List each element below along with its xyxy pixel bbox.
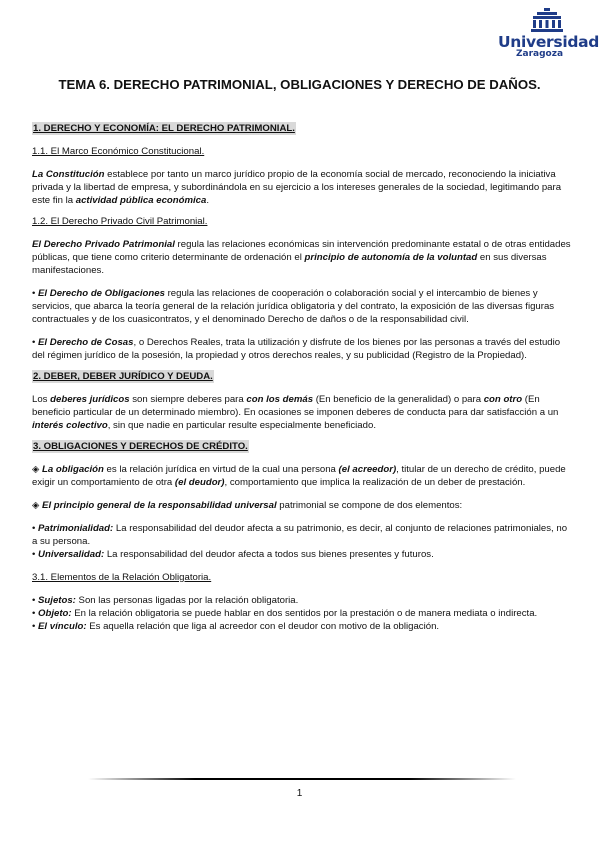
paragraph-obligaciones: • El Derecho de Obligaciones regula las relaciones de cooperación o colaboración social y el intercambio de bienes y servicios, que abarca la teoría general de la relación jurídica obligatoria y del contrato, la exposición de las diversas figuras contractuales y de los cuasicontratos, y el denominado Derecho de daños o de la responsabilidad civil.: [32, 288, 555, 325]
section-heading-2: 2. DEBER, DEBER JURÍDICO Y DEUDA.: [33, 371, 213, 382]
paragraph-obligacion: ◈ La obligación es la relación jurídica en virtud de la cual una persona (el acreedor), titular de un derecho de crédito, puede exigir un comportamiento de otra (el deudor), comportamiento que implica la realización de un deber de prestación.: [32, 464, 566, 488]
section-heading-1: 1. DERECHO Y ECONOMÍA: EL DERECHO PATRIMONIAL.: [33, 123, 295, 134]
document-title: TEMA 6. DERECHO PATRIMONIAL, OBLIGACIONES Y DERECHO DE DAÑOS.: [58, 77, 541, 92]
subsection-heading-1-2: 1.2. El Derecho Privado Civil Patrimonial.: [32, 216, 208, 227]
subsection-heading-3-1: 3.1. Elementos de la Relación Obligatoria.: [32, 572, 212, 583]
document-body: [32, 122, 572, 633]
section-heading-3: 3. OBLIGACIONES Y DERECHOS DE CRÉDITO.: [33, 441, 248, 452]
list-item-patrimonialidad: • Patrimonialidad: La responsabilidad del deudor afecta a su patrimonio, es decir, al conjunto de relaciones patrimoniales, no a su persona.: [32, 523, 568, 547]
university-logo: [498, 8, 599, 64]
paragraph-derecho-privado: El Derecho Privado Patrimonial regula las relaciones económicas sin intervención predominante estatal o de otras entidades públicas, que tiene como criterio determinante de ordenación el principio de autonomía de la voluntad en sus diversas manifestaciones.: [32, 239, 571, 276]
list-item-objeto: • Objeto: En la relación obligatoria se puede hablar en dos sentidos por la prestación o de manera mediata o indirecta.: [32, 608, 538, 619]
paragraph-deberes: Los deberes jurídicos son siempre deberes para con los demás (En beneficio de la generalidad) o para con otro (En beneficio particular de un determinado miembro). En ocasiones se imponen deberes de conducta para dar satisfacción a un interés colectivo, sin que nadie en particular resulte especialmente beneficiado.: [32, 394, 559, 431]
logo-city: Zaragoza: [516, 49, 564, 59]
paragraph-constitucion: La Constitución establece por tanto un marco jurídico propio de la economía social de mercado, reconociendo la iniciativa privada y la libertad de empresa, y subordinándola en su ejercicio a los intereses generales de la sociedad, legitimando para este fin la actividad pública económica.: [32, 169, 562, 206]
paragraph-principio: ◈ El principio general de la responsabilidad universal patrimonial se compone de dos elementos:: [32, 500, 463, 511]
university-crest-icon: [527, 8, 567, 34]
list-item-sujetos: • Sujetos: Son las personas ligadas por la relación obligatoria.: [32, 595, 299, 606]
list-item-universalidad: • Universalidad: La responsabilidad del deudor afecta a todos sus bienes presentes y futuros.: [32, 549, 434, 560]
subsection-heading-1-1: 1.1. El Marco Económico Constitucional.: [32, 146, 205, 157]
page-number: 1: [296, 788, 303, 799]
footer-divider: [88, 778, 516, 780]
logo-name: Universidad: [498, 33, 599, 51]
list-item-vinculo: • El vínculo: Es aquella relación que liga al acreedor con el deudor con motivo de la obligación.: [32, 621, 440, 632]
paragraph-cosas: • El Derecho de Cosas, o Derechos Reales, trata la utilización y disfrute de los bienes por las personas a través del estudio del régimen jurídico de la posesión, la propiedad y otros derechos reales, y su publicidad (Registro de la Propiedad).: [32, 337, 561, 361]
